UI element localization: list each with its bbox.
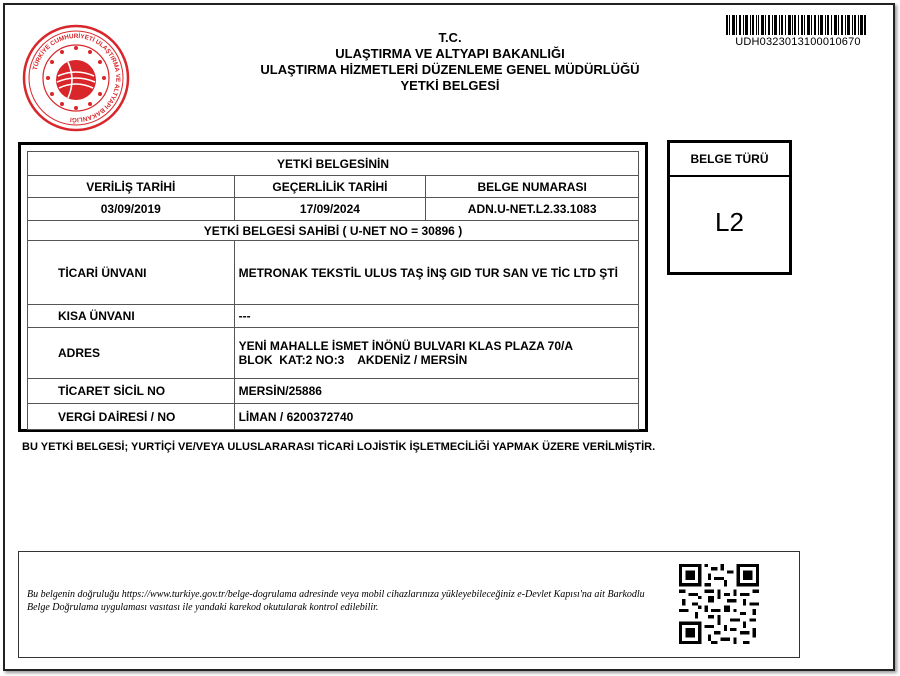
header-document-title: YETKİ BELGESİ	[400, 78, 500, 93]
validity-date-value: 17/09/2024	[234, 198, 426, 221]
svg-text:TÜRKİYE CUMHURİYETİ ULAŞTIRMA: TÜRKİYE CUMHURİYETİ ULAŞTIRMA VE ALTYAPI BAKANLIĞI	[31, 32, 122, 124]
row-value: LİMAN / 6200372740	[234, 404, 638, 430]
row-value: ---	[234, 305, 638, 328]
qr-code-icon	[679, 564, 759, 644]
table-row	[28, 404, 639, 430]
column-header-issue-date: VERİLİŞ TARİHİ	[28, 176, 235, 198]
issue-date-value: 03/09/2019	[28, 198, 235, 221]
address-line-2: BLOK KAT:2 NO:3 AKDENİZ / MERSİN	[238, 353, 468, 367]
authorization-statement: BU YETKİ BELGESİ; YURTİÇİ VE/VEYA ULUSLARARASI TİCARİ LOJİSTİK İŞLETMECİLİĞİ YAPMAK ÜZERE VERİLMİŞTİR.	[22, 441, 656, 453]
ministry-seal-icon	[22, 24, 130, 132]
document-header	[200, 30, 700, 94]
row-label: VERGİ DAİRESİ / NO	[28, 404, 235, 430]
barcode-icon	[726, 15, 866, 35]
table-row	[28, 328, 639, 379]
table-row	[28, 241, 639, 305]
document-type-title: BELGE TÜRÜ	[670, 143, 789, 177]
row-value: MERSİN/25886	[234, 379, 638, 404]
row-label: TİCARET SİCİL NO	[28, 379, 235, 404]
header-ministry: ULAŞTIRMA VE ALTYAPI BAKANLIĞI	[335, 46, 565, 61]
certificate-table	[27, 151, 639, 430]
address-value	[234, 328, 638, 379]
row-label: ADRES	[28, 328, 235, 379]
address-line-1: YENİ MAHALLE İSMET İNÖNÜ BULVARI KLAS PLAZA 70/A	[238, 339, 574, 353]
barcode-number: UDH0323013100010670	[735, 36, 861, 48]
document-number-value: ADN.U-NET.L2.33.1083	[426, 198, 639, 221]
row-label: TİCARİ ÜNVANI	[28, 241, 235, 305]
row-value: METRONAK TEKSTİL ULUS TAŞ İNŞ GID TUR SAN VE TİC LTD ŞTİ	[234, 241, 638, 305]
section-title: YETKİ BELGESİNİN	[28, 152, 639, 176]
row-label: KISA ÜNVANI	[28, 305, 235, 328]
document-type-value: L2	[715, 207, 744, 237]
table-row	[28, 305, 639, 328]
column-header-document-number: BELGE NUMARASI	[426, 176, 639, 198]
holder-title: YETKİ BELGESİ SAHİBİ ( U-NET NO = 30896 )	[28, 221, 639, 241]
table-row	[28, 379, 639, 404]
column-header-validity-date: GEÇERLİLİK TARİHİ	[234, 176, 426, 198]
verification-text: Bu belgenin doğruluğu https://www.turkiye.gov.tr/belge-dogrulama adresinde veya mobil cihazlarınıza yükleyebileceğiniz e-Devlet Kapısı'na ait Barkodlu Belge Doğrulama uygulaması vasıtası ile yandaki karekod okutularak kontrol edilebilir.	[27, 589, 645, 613]
document-type-box	[667, 140, 792, 275]
header-tc: T.C.	[438, 30, 462, 45]
certificate-box	[18, 142, 648, 432]
header-directorate: ULAŞTIRMA HİZMETLERİ DÜZENLEME GENEL MÜDÜRLÜĞÜ	[260, 62, 640, 77]
verification-box	[18, 551, 800, 658]
